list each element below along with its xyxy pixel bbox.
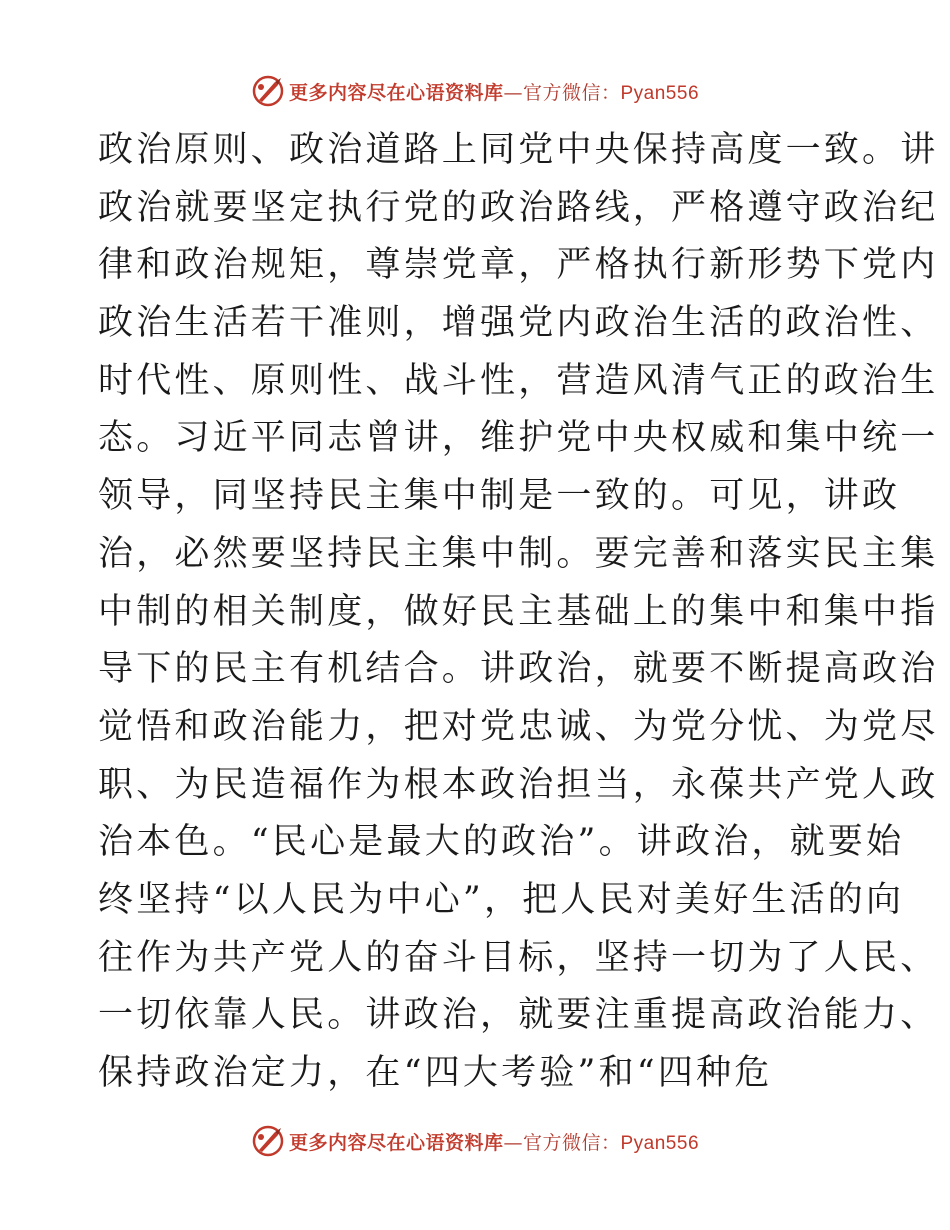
- watermark-main: 更多内容尽在心语资料库: [288, 81, 504, 104]
- text-line: 领导，同坚持民主集中制是一致的。可见，讲政: [98, 476, 901, 517]
- text-line: 往作为共产党人的奋斗目标，坚持一切为了人民、: [98, 937, 939, 978]
- header-watermark: [0, 71, 950, 111]
- watermark-text: [289, 78, 699, 105]
- text-line: 终坚持“以人民为中心”，把人民对美好生活的向: [98, 879, 905, 920]
- watermark-wechat-id: Pyan556: [620, 82, 700, 104]
- text-line: 保持政治定力，在“四大考验”和“四种危: [98, 1053, 773, 1093]
- text-line: 治，必然要坚持民主集中制。要完善和落实民主集: [98, 533, 939, 574]
- text-line: 政治原则、政治道路上同党中央保持高度一致。讲: [98, 130, 939, 170]
- text-line: 律和政治规矩，尊崇党章，严格执行新形势下党内: [98, 245, 939, 286]
- watermark-sub: 官方微信：: [522, 1131, 621, 1154]
- quill-logo-icon: [251, 1124, 285, 1158]
- text-line: 一切依靠人民。讲政治，就要注重提高政治能力、: [98, 995, 939, 1036]
- watermark-separator: —: [503, 81, 523, 104]
- text-line: 导下的民主有机结合。讲政治，就要不断提高政治: [98, 649, 939, 690]
- text-line: 政治生活若干准则，增强党内政治生活的政治性、: [98, 303, 939, 344]
- text-line: 觉悟和政治能力，把对党忠诚、为党分忧、为党尽: [98, 706, 939, 747]
- text-line: 政治就要坚定执行党的政治路线，严格遵守政治纪: [98, 187, 939, 228]
- text-line: 职、为民造福作为根本政治担当，永葆共产党人政: [98, 764, 939, 805]
- watermark-separator: —: [503, 1131, 523, 1154]
- quill-logo-icon: [251, 74, 285, 108]
- footer-watermark: [0, 1121, 950, 1161]
- watermark-text: [289, 1128, 699, 1155]
- text-line: 时代性、原则性、战斗性，营造风清气正的政治生: [98, 360, 939, 401]
- document-body: [98, 122, 939, 1103]
- text-line: 治本色。“民心是最大的政治”。讲政治，就要始: [98, 822, 905, 863]
- watermark-main: 更多内容尽在心语资料库: [288, 1131, 504, 1154]
- watermark-sub: 官方微信：: [522, 81, 621, 104]
- text-line: 态。习近平同志曾讲，维护党中央权威和集中统一: [98, 418, 939, 459]
- watermark-wechat-id: Pyan556: [620, 1132, 700, 1154]
- text-line: 中制的相关制度，做好民主基础上的集中和集中指: [98, 591, 939, 632]
